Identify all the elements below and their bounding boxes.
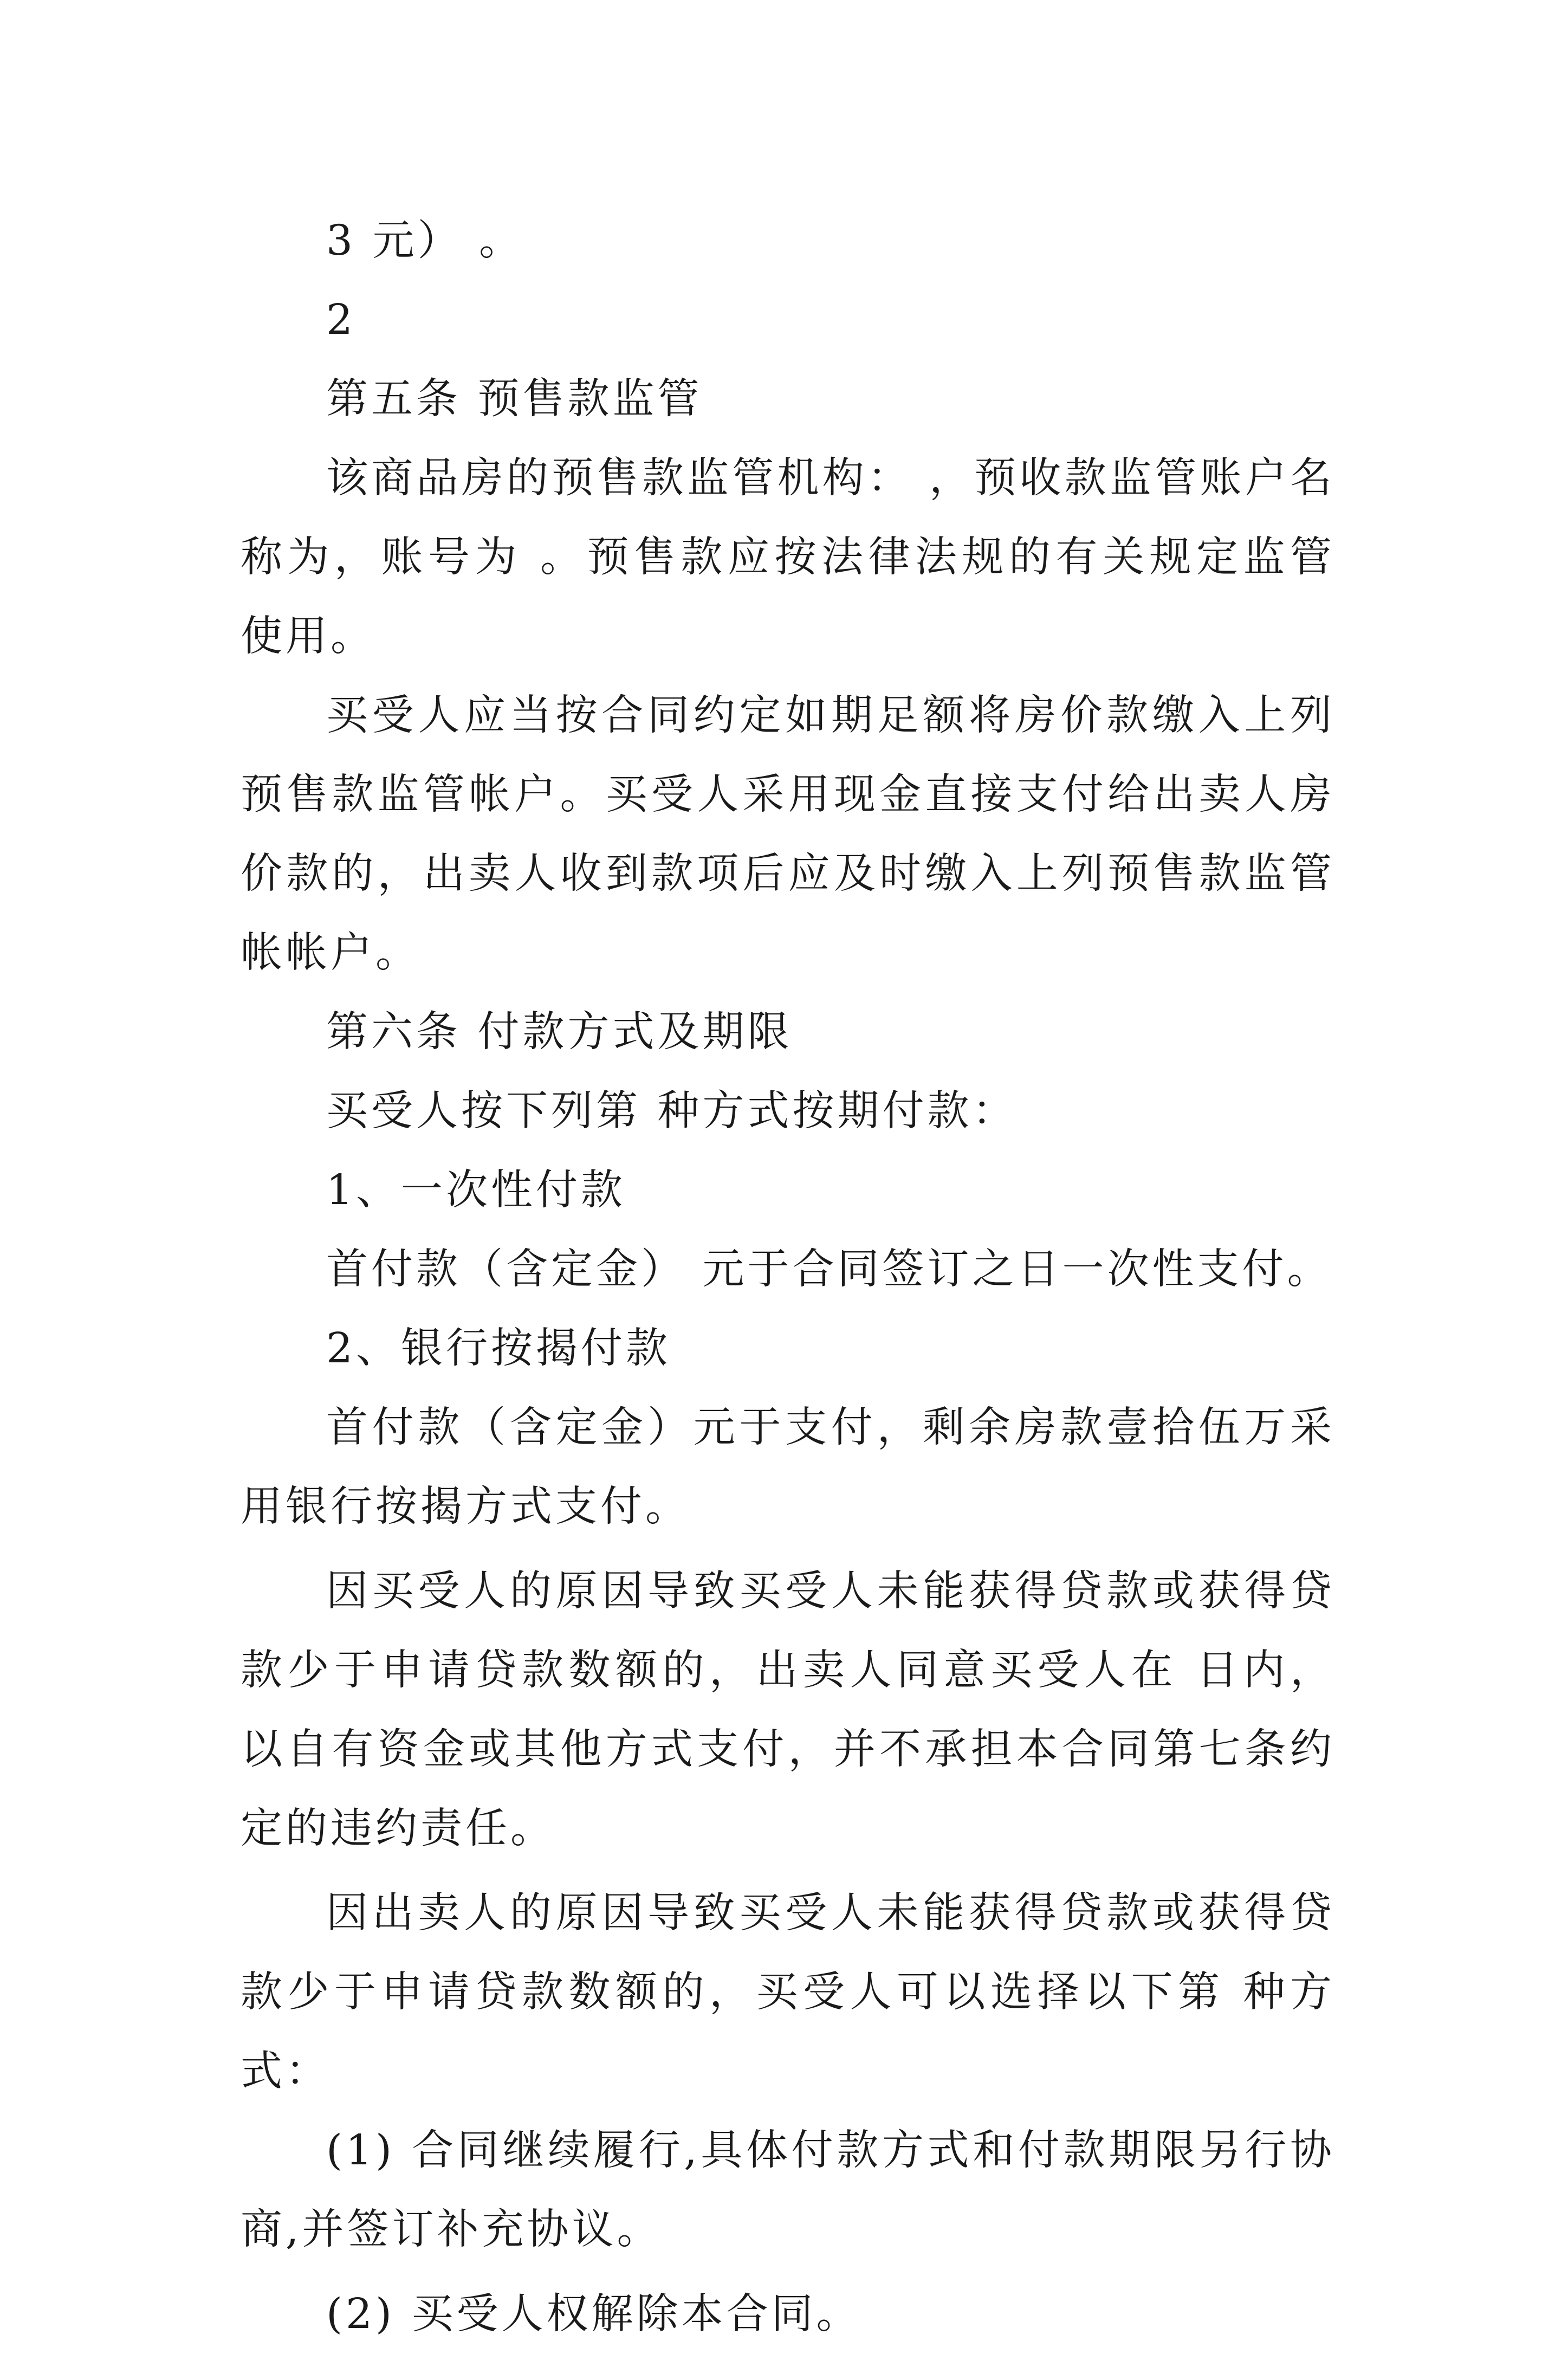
paragraph-buyer-loan-failure: 因买受人的原因导致买受人未能获得贷款或获得贷款少于申请贷款数额的，出卖人同意买受人在 日内，以自有资金或其他方式支付，并不承担本合同第七条约定的违约责任。 — [241, 1567, 1335, 1853]
clause-2: (2) 买受人权解除本合同。 — [326, 2290, 861, 2338]
clause-1: (1) 合同继续履行,具体付款方式和付款期限另行协商,并签订补充协议。 — [241, 2126, 1335, 2254]
option-1-heading: 1、一次性付款 — [326, 1166, 626, 1214]
paragraph-escrow-deposit: 买受人应当按合同约定如期足额将房价款缴入上列预售款监管帐户。买受人采用现金直接支付给出卖人房价款的，出卖人收到款项后应及时缴入上列预售款监管帐帐户。 — [241, 691, 1335, 977]
paragraph-payment-method: 买受人按下列第 种方式按期付款： — [326, 1087, 1018, 1135]
paragraph-seller-loan-failure: 因出卖人的原因导致买受人未能获得贷款或获得贷款少于申请贷款数额的，买受人可以选择以下第 种方式： — [241, 1889, 1335, 2096]
article-6-heading: 第六条 付款方式及期限 — [326, 1008, 793, 1056]
paragraph-lump-sum: 首付款（含定金） 元于合同签订之日一次性支付。 — [326, 1245, 1332, 1294]
document-body — [241, 202, 1335, 2354]
page-number: 2 — [326, 296, 356, 344]
paragraph-mortgage: 首付款（含定金）元于支付，剩余房款壹拾伍万采用银行按揭方式支付。 — [241, 1404, 1335, 1531]
paragraph-escrow-agency: 该商品房的预售款监管机构： ，预收款监管账户名称为，账号为 。预售款应按法律法规的有关规定监管使用。 — [241, 454, 1335, 661]
article-5-heading: 第五条 预售款监管 — [326, 375, 703, 423]
option-2-heading: 2、银行按揭付款 — [326, 1324, 671, 1373]
paragraph-amount-tail: 3 元） 。 — [326, 217, 524, 265]
